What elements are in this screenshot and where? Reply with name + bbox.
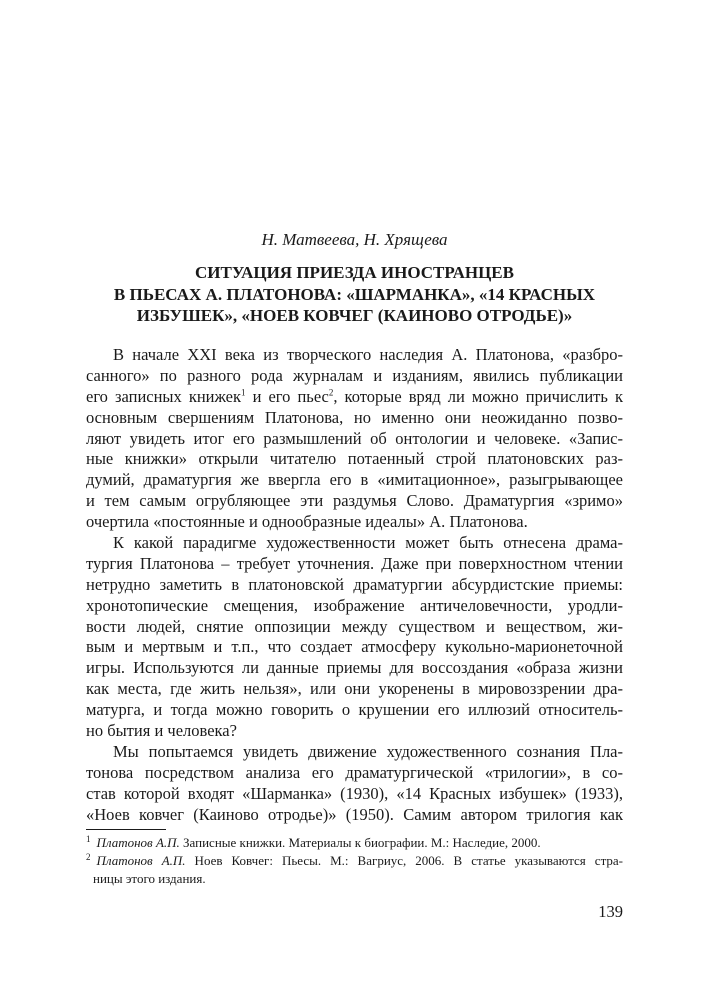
- footnotes: [86, 834, 623, 888]
- text-line: [86, 387, 623, 408]
- text-line: очертила «постоянные и однообразные идеалы» А. Платонова.: [86, 512, 528, 532]
- paragraph-1: [86, 345, 623, 533]
- text-line: ляют увидеть итог его размышлений об онтологии и человеке. «Запис-: [86, 428, 623, 448]
- footnote-1: [86, 834, 623, 852]
- page-number: 139: [598, 902, 623, 921]
- text-line: К какой парадигме художественности может быть отнесена драма-: [113, 533, 623, 553]
- article-title: [86, 262, 623, 327]
- footnote-2-continuation: ницы этого издания.: [93, 871, 206, 886]
- footnote-number: 2: [86, 851, 91, 862]
- text-line: вым и мертвым и т.п., что создает атмосферу кукольно-марионеточной: [86, 637, 623, 657]
- text-line: санного» по разного рода журналам и изданиям, явились публикации: [86, 365, 623, 385]
- text-line: тургия Платонова – требует уточнения. Даже при поверхностном чтении: [86, 553, 623, 573]
- book-page: [86, 0, 623, 1007]
- text-line: основным свершениям Платонова, но именно они неожиданно позво-: [86, 407, 623, 427]
- text-line: матурга, и тогда можно говорить о крушении его иллюзий относитель-: [86, 700, 623, 720]
- footnote-text: Записные книжки. Материалы к биографии. М.: Наследие, 2000.: [179, 835, 541, 850]
- footnote-text: Ноев Ковчег: Пьесы. М.: Вагриус, 2006. В статье указываются стра-: [185, 853, 624, 868]
- title-line: В ПЬЕСАХ А. ПЛАТОНОВА: «ШАРМАНКА», «14 КРАСНЫХ: [113, 284, 596, 304]
- text-line: став которой входят «Шарманка» (1930), «14 Красных избушек» (1933),: [86, 783, 623, 803]
- text-span: , которые вряд ли можно причислить к: [333, 386, 623, 406]
- text-line: но бытия и человека?: [86, 721, 237, 741]
- text-line: хронотопические смещения, изображение античеловечности, уродли-: [86, 595, 623, 615]
- title-line: СИТУАЦИЯ ПРИЕЗДА ИНОСТРАНЦЕВ: [195, 263, 514, 282]
- article-authors: Н. Матвеева, Н. Хрящева: [261, 230, 448, 249]
- text-line: игры. Используются ли данные приемы для воссоздания «образа жизни: [86, 658, 623, 678]
- text-line: Мы попытаемся увидеть движение художественного сознания Пла-: [113, 741, 623, 761]
- footnote-author: Платонов А.П.: [96, 853, 186, 868]
- text-line: нетрудно заметить в платоновской драматургии абсурдистские приемы:: [86, 574, 623, 594]
- text-line: В начале XXI века из творческого наследия А. Платонова, «разбро-: [113, 345, 623, 364]
- text-line: ные книжки» открыли читателю потаенный строй платоновских раз-: [86, 449, 623, 469]
- footnote-ref-2[interactable]: 2: [328, 387, 334, 398]
- text-line: и тем самым огрубляющее эти раздумья Слово. Драматургия «зримо»: [86, 491, 623, 511]
- text-span: и его пьес: [245, 386, 329, 406]
- text-line: вости людей, снятие оппозиции между существом и веществом, жи-: [86, 616, 623, 636]
- footnote-ref-1[interactable]: 1: [241, 387, 246, 398]
- footnote-number: 1: [86, 833, 91, 844]
- paragraph-3: [86, 742, 623, 826]
- text-line: «Ноев ковчег (Каиново отродье)» (1950). Самим автором трилогия как: [86, 804, 623, 824]
- footnote-2: [86, 852, 623, 870]
- paragraph-2: [86, 533, 623, 742]
- text-line: тонова посредством анализа его драматургической «трилогии», в со-: [86, 762, 623, 782]
- text-line: как места, где жить нельзя», или они укоренены в мировоззрении дра-: [86, 679, 623, 699]
- footnote-author: Платонов А.П.: [96, 835, 180, 850]
- footnote-divider: [86, 829, 166, 830]
- text-span: его записных книжек: [86, 386, 242, 406]
- article-body: [86, 345, 623, 825]
- text-line: думий, драматургия же ввергла его в «имитационное», разыгрывающее: [86, 470, 623, 490]
- title-line: ИЗБУШЕК», «НОЕВ КОВЧЕГ (КАИНОВО ОТРОДЬЕ)»: [136, 306, 573, 325]
